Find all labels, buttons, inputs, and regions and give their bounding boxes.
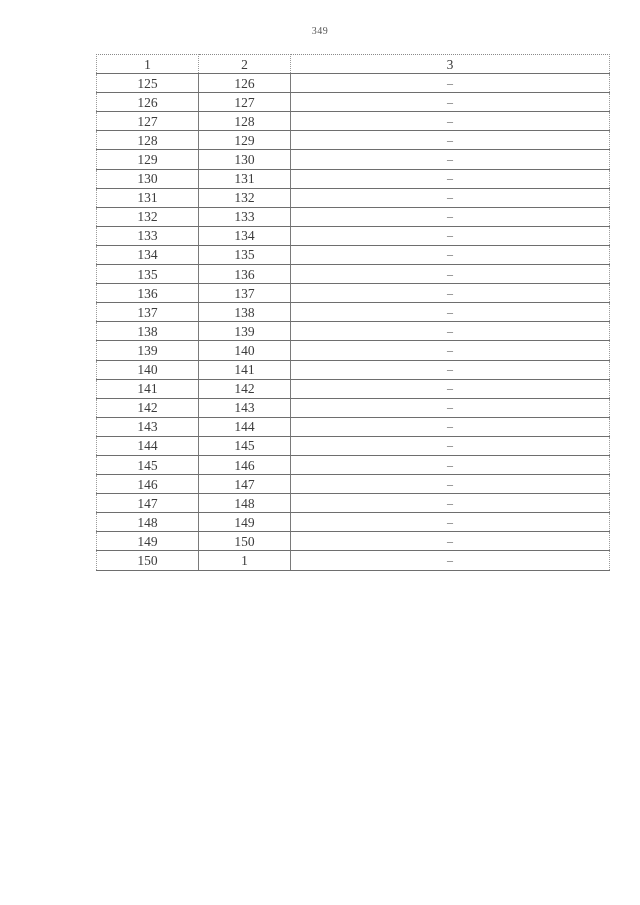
table-cell-col-2: 1 [199,551,291,570]
table-row [97,379,610,398]
table-cell-col-2: 137 [199,284,291,303]
table-cell-col-3: – [291,379,610,398]
table-cell-col-2: 134 [199,226,291,245]
column-header-3: 3 [291,55,610,74]
table-row [97,93,610,112]
table-cell-col-3: – [291,475,610,494]
table-body [97,74,610,570]
table-cell-col-3: – [291,245,610,264]
table-cell-col-1: 127 [97,112,199,131]
table-cell-col-2: 140 [199,341,291,360]
table-cell-col-3: – [291,112,610,131]
table-cell-col-3: – [291,188,610,207]
table-cell-col-3: – [291,131,610,150]
table-cell-col-2: 141 [199,360,291,379]
table-cell-col-1: 136 [97,284,199,303]
table-row [97,475,610,494]
table-cell-col-2: 132 [199,188,291,207]
table-cell-col-2: 148 [199,494,291,513]
table-row [97,513,610,532]
table-cell-col-1: 149 [97,532,199,551]
table-cell-col-3: – [291,226,610,245]
table-cell-col-1: 148 [97,513,199,532]
table-cell-col-3: – [291,284,610,303]
table-cell-col-1: 137 [97,303,199,322]
table-cell-col-2: 131 [199,169,291,188]
table-cell-col-3: – [291,207,610,226]
table-row [97,226,610,245]
table-row [97,188,610,207]
table-cell-col-1: 138 [97,322,199,341]
table-cell-col-3: – [291,455,610,474]
table-row [97,436,610,455]
table-row [97,341,610,360]
table-cell-col-3: – [291,303,610,322]
table-cell-col-3: – [291,398,610,417]
data-table [96,54,610,571]
table-row [97,417,610,436]
table-cell-col-2: 143 [199,398,291,417]
page-number: 349 [311,26,329,37]
table-cell-col-2: 147 [199,475,291,494]
table-row [97,112,610,131]
table-cell-col-1: 134 [97,245,199,264]
table-cell-col-3: – [291,551,610,570]
table-cell-col-1: 125 [97,74,199,93]
table-row [97,150,610,169]
table-cell-col-1: 139 [97,341,199,360]
table-row [97,131,610,150]
table-cell-col-3: – [291,417,610,436]
table-cell-col-2: 138 [199,303,291,322]
table-cell-col-1: 145 [97,455,199,474]
table-row [97,398,610,417]
table-cell-col-1: 144 [97,436,199,455]
table-cell-col-1: 135 [97,265,199,284]
table-cell-col-1: 129 [97,150,199,169]
table-cell-col-2: 149 [199,513,291,532]
table-cell-col-1: 143 [97,417,199,436]
table-cell-col-3: – [291,169,610,188]
table-cell-col-3: – [291,93,610,112]
table-cell-col-1: 147 [97,494,199,513]
table-row [97,284,610,303]
table-cell-col-3: – [291,150,610,169]
table-cell-col-2: 145 [199,436,291,455]
table-cell-col-1: 141 [97,379,199,398]
table-cell-col-2: 130 [199,150,291,169]
table-cell-col-2: 129 [199,131,291,150]
table-cell-col-1: 126 [97,93,199,112]
table-cell-col-3: – [291,74,610,93]
table-cell-col-3: – [291,322,610,341]
table-row [97,551,610,570]
table-row [97,455,610,474]
table-cell-col-2: 127 [199,93,291,112]
table-cell-col-2: 126 [199,74,291,93]
table-cell-col-2: 139 [199,322,291,341]
table-header-row [97,55,610,74]
table-row [97,207,610,226]
table-cell-col-2: 142 [199,379,291,398]
table-cell-col-2: 135 [199,245,291,264]
table-cell-col-1: 128 [97,131,199,150]
table-row [97,360,610,379]
table-row [97,303,610,322]
table-row [97,169,610,188]
table-cell-col-2: 146 [199,455,291,474]
table-row [97,74,610,93]
table-cell-col-1: 142 [97,398,199,417]
table-row [97,265,610,284]
table-cell-col-1: 131 [97,188,199,207]
table-cell-col-2: 150 [199,532,291,551]
column-header-2: 2 [199,55,291,74]
table-row [97,245,610,264]
table-row [97,322,610,341]
table-row [97,532,610,551]
table-cell-col-1: 133 [97,226,199,245]
table-cell-col-3: – [291,265,610,284]
table-cell-col-1: 150 [97,551,199,570]
table-cell-col-1: 130 [97,169,199,188]
table-cell-col-3: – [291,532,610,551]
table-cell-col-1: 146 [97,475,199,494]
table-row [97,494,610,513]
table-cell-col-3: – [291,341,610,360]
table-cell-col-3: – [291,513,610,532]
table-cell-col-3: – [291,360,610,379]
table-cell-col-3: – [291,494,610,513]
table-cell-col-1: 140 [97,360,199,379]
table-cell-col-1: 132 [97,207,199,226]
column-header-1: 1 [97,55,199,74]
table-cell-col-2: 128 [199,112,291,131]
table-cell-col-2: 144 [199,417,291,436]
table-cell-col-2: 133 [199,207,291,226]
table-cell-col-2: 136 [199,265,291,284]
table-cell-col-3: – [291,436,610,455]
